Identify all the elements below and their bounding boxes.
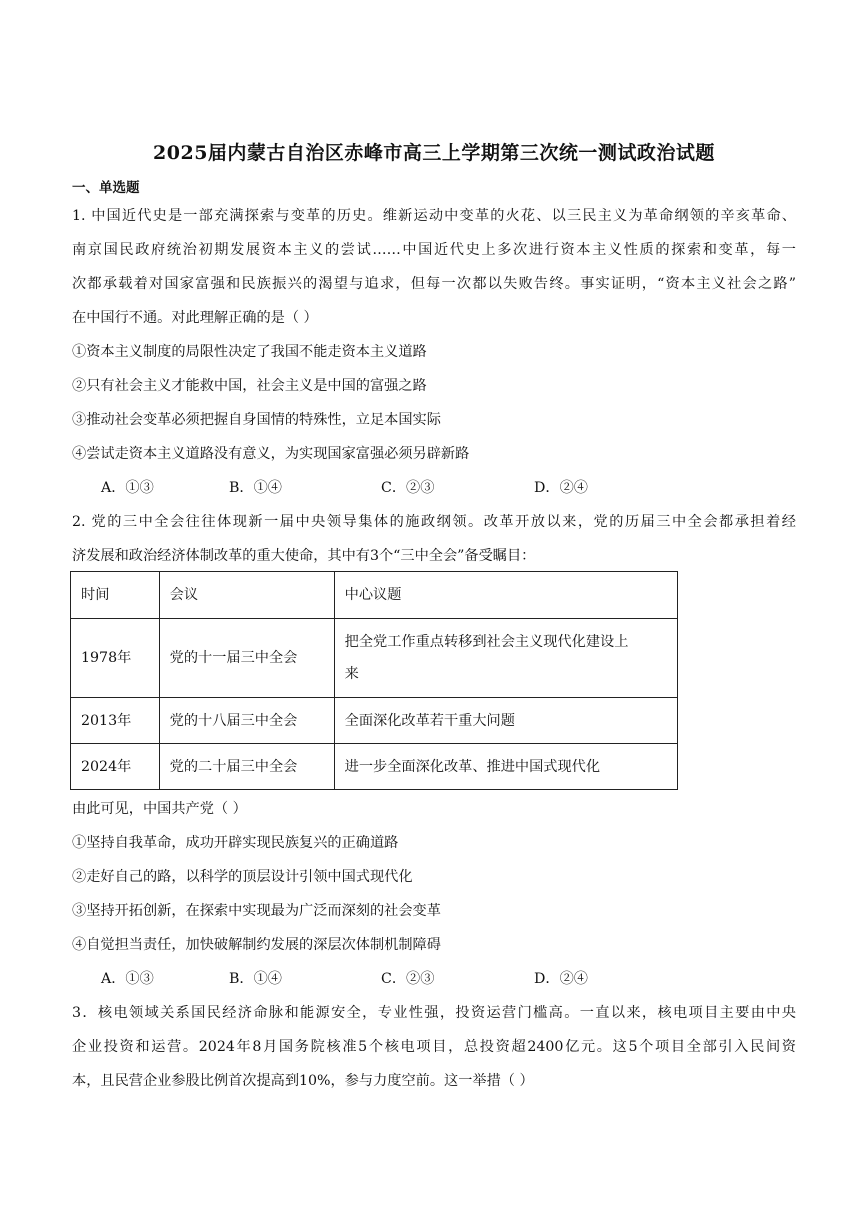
q1-option-c[interactable]: C．②③ bbox=[381, 480, 435, 496]
table-cell-time: 2024年 bbox=[71, 744, 160, 790]
q1-option-a[interactable]: A．①③ bbox=[101, 480, 154, 496]
q2-option-c[interactable]: C．②③ bbox=[381, 971, 435, 987]
q1-statement-2: ②只有社会主义才能救中国，社会主义是中国的富强之路 bbox=[72, 378, 427, 394]
table-cell-time: 2013年 bbox=[71, 698, 160, 744]
q1-stem-line-2: 南京国民政府统治初期发展资本主义的尝试……中国近代史上多次进行资本主义性质的探索和变革，每一 bbox=[72, 242, 796, 258]
table-header-topic: 中心议题 bbox=[334, 572, 677, 619]
table-cell-topic-line-1: 把全党工作重点转移到社会主义现代化建设上 bbox=[344, 634, 629, 650]
q2-lead: 由此可见，中国共产党（ ） bbox=[72, 801, 247, 817]
q2-statement-2: ②走好自己的路，以科学的顶层设计引领中国式现代化 bbox=[72, 869, 413, 885]
table-cell-time: 1978年 bbox=[71, 619, 160, 698]
q2-statement-3: ③坚持开拓创新，在探索中实现最为广泛而深刻的社会变革 bbox=[72, 903, 441, 919]
q1-option-b[interactable]: B．①④ bbox=[229, 480, 282, 496]
table-row bbox=[71, 619, 678, 698]
table-cell-topic: 全面深化改革若干重大问题 bbox=[334, 698, 677, 744]
table-row bbox=[71, 744, 678, 790]
page-title: 2025届内蒙古自治区赤峰市高三上学期第三次统一测试政治试题 bbox=[153, 142, 715, 164]
table-cell-topic-line-2: 来 bbox=[344, 666, 359, 682]
q2-option-d[interactable]: D．②④ bbox=[534, 971, 588, 987]
q2-stem-line-2: 济发展和政治经济体制改革的重大使命，其中有3个“三中全会”备受瞩目： bbox=[72, 548, 536, 564]
q2-stem-line-1: 2. 党的三中全会往往体现新一届中央领导集体的施政纲领。改革开放以来，党的历届三中全会都承担着经 bbox=[72, 514, 796, 530]
q1-statement-1: ①资本主义制度的局限性决定了我国不能走资本主义道路 bbox=[72, 344, 427, 360]
q2-statement-1: ①坚持自我革命，成功开辟实现民族复兴的正确道路 bbox=[72, 835, 399, 851]
q1-option-d[interactable]: D．②④ bbox=[534, 480, 588, 496]
q2-option-b[interactable]: B．①④ bbox=[229, 971, 282, 987]
table-cell-topic bbox=[334, 619, 677, 698]
table-header-meeting: 会议 bbox=[159, 572, 334, 619]
q1-statement-3: ③推动社会变革必须把握自身国情的特殊性，立足本国实际 bbox=[72, 412, 441, 428]
table-cell-topic: 进一步全面深化改革、推进中国式现代化 bbox=[334, 744, 677, 790]
q1-stem-line-1: 1. 中国近代史是一部充满探索与变革的历史。维新运动中变革的火花、以三民主义为革命纲领的辛亥革命、 bbox=[72, 208, 796, 224]
q1-stem-line-3: 次都承载着对国家富强和民族振兴的渴望与追求，但每一次都以失败告终。事实证明，“资本主义社会之路” bbox=[72, 276, 796, 292]
table-cell-meeting: 党的十八届三中全会 bbox=[159, 698, 334, 744]
q3-stem-line-1: 3．核电领域关系国民经济命脉和能源安全，专业性强，投资运营门槛高。一直以来，核电项目主要由中央 bbox=[72, 1005, 796, 1021]
table-cell-meeting: 党的十一届三中全会 bbox=[159, 619, 334, 698]
q1-stem-line-4: 在中国行不通。对此理解正确的是（ ） bbox=[72, 310, 318, 326]
q3-stem-line-2: 企业投资和运营。2024年8月国务院核准5个核电项目，总投资超2400亿元。这5个项目全部引入民间资 bbox=[72, 1039, 796, 1055]
plenum-table bbox=[70, 571, 678, 790]
q2-option-a[interactable]: A．①③ bbox=[101, 971, 154, 987]
table-header-time: 时间 bbox=[71, 572, 160, 619]
section-heading: 一、单选题 bbox=[72, 180, 140, 196]
table-header-row bbox=[71, 572, 678, 619]
q1-statement-4: ④尝试走资本主义道路没有意义，为实现国家富强必须另辟新路 bbox=[72, 446, 470, 462]
q2-statement-4: ④自觉担当责任，加快破解制约发展的深层次体制机制障碍 bbox=[72, 937, 441, 953]
table-cell-meeting: 党的二十届三中全会 bbox=[159, 744, 334, 790]
q3-stem-line-3: 本，且民营企业参股比例首次提高到10%，参与力度空前。这一举措（ ） bbox=[72, 1073, 534, 1089]
table-row bbox=[71, 698, 678, 744]
